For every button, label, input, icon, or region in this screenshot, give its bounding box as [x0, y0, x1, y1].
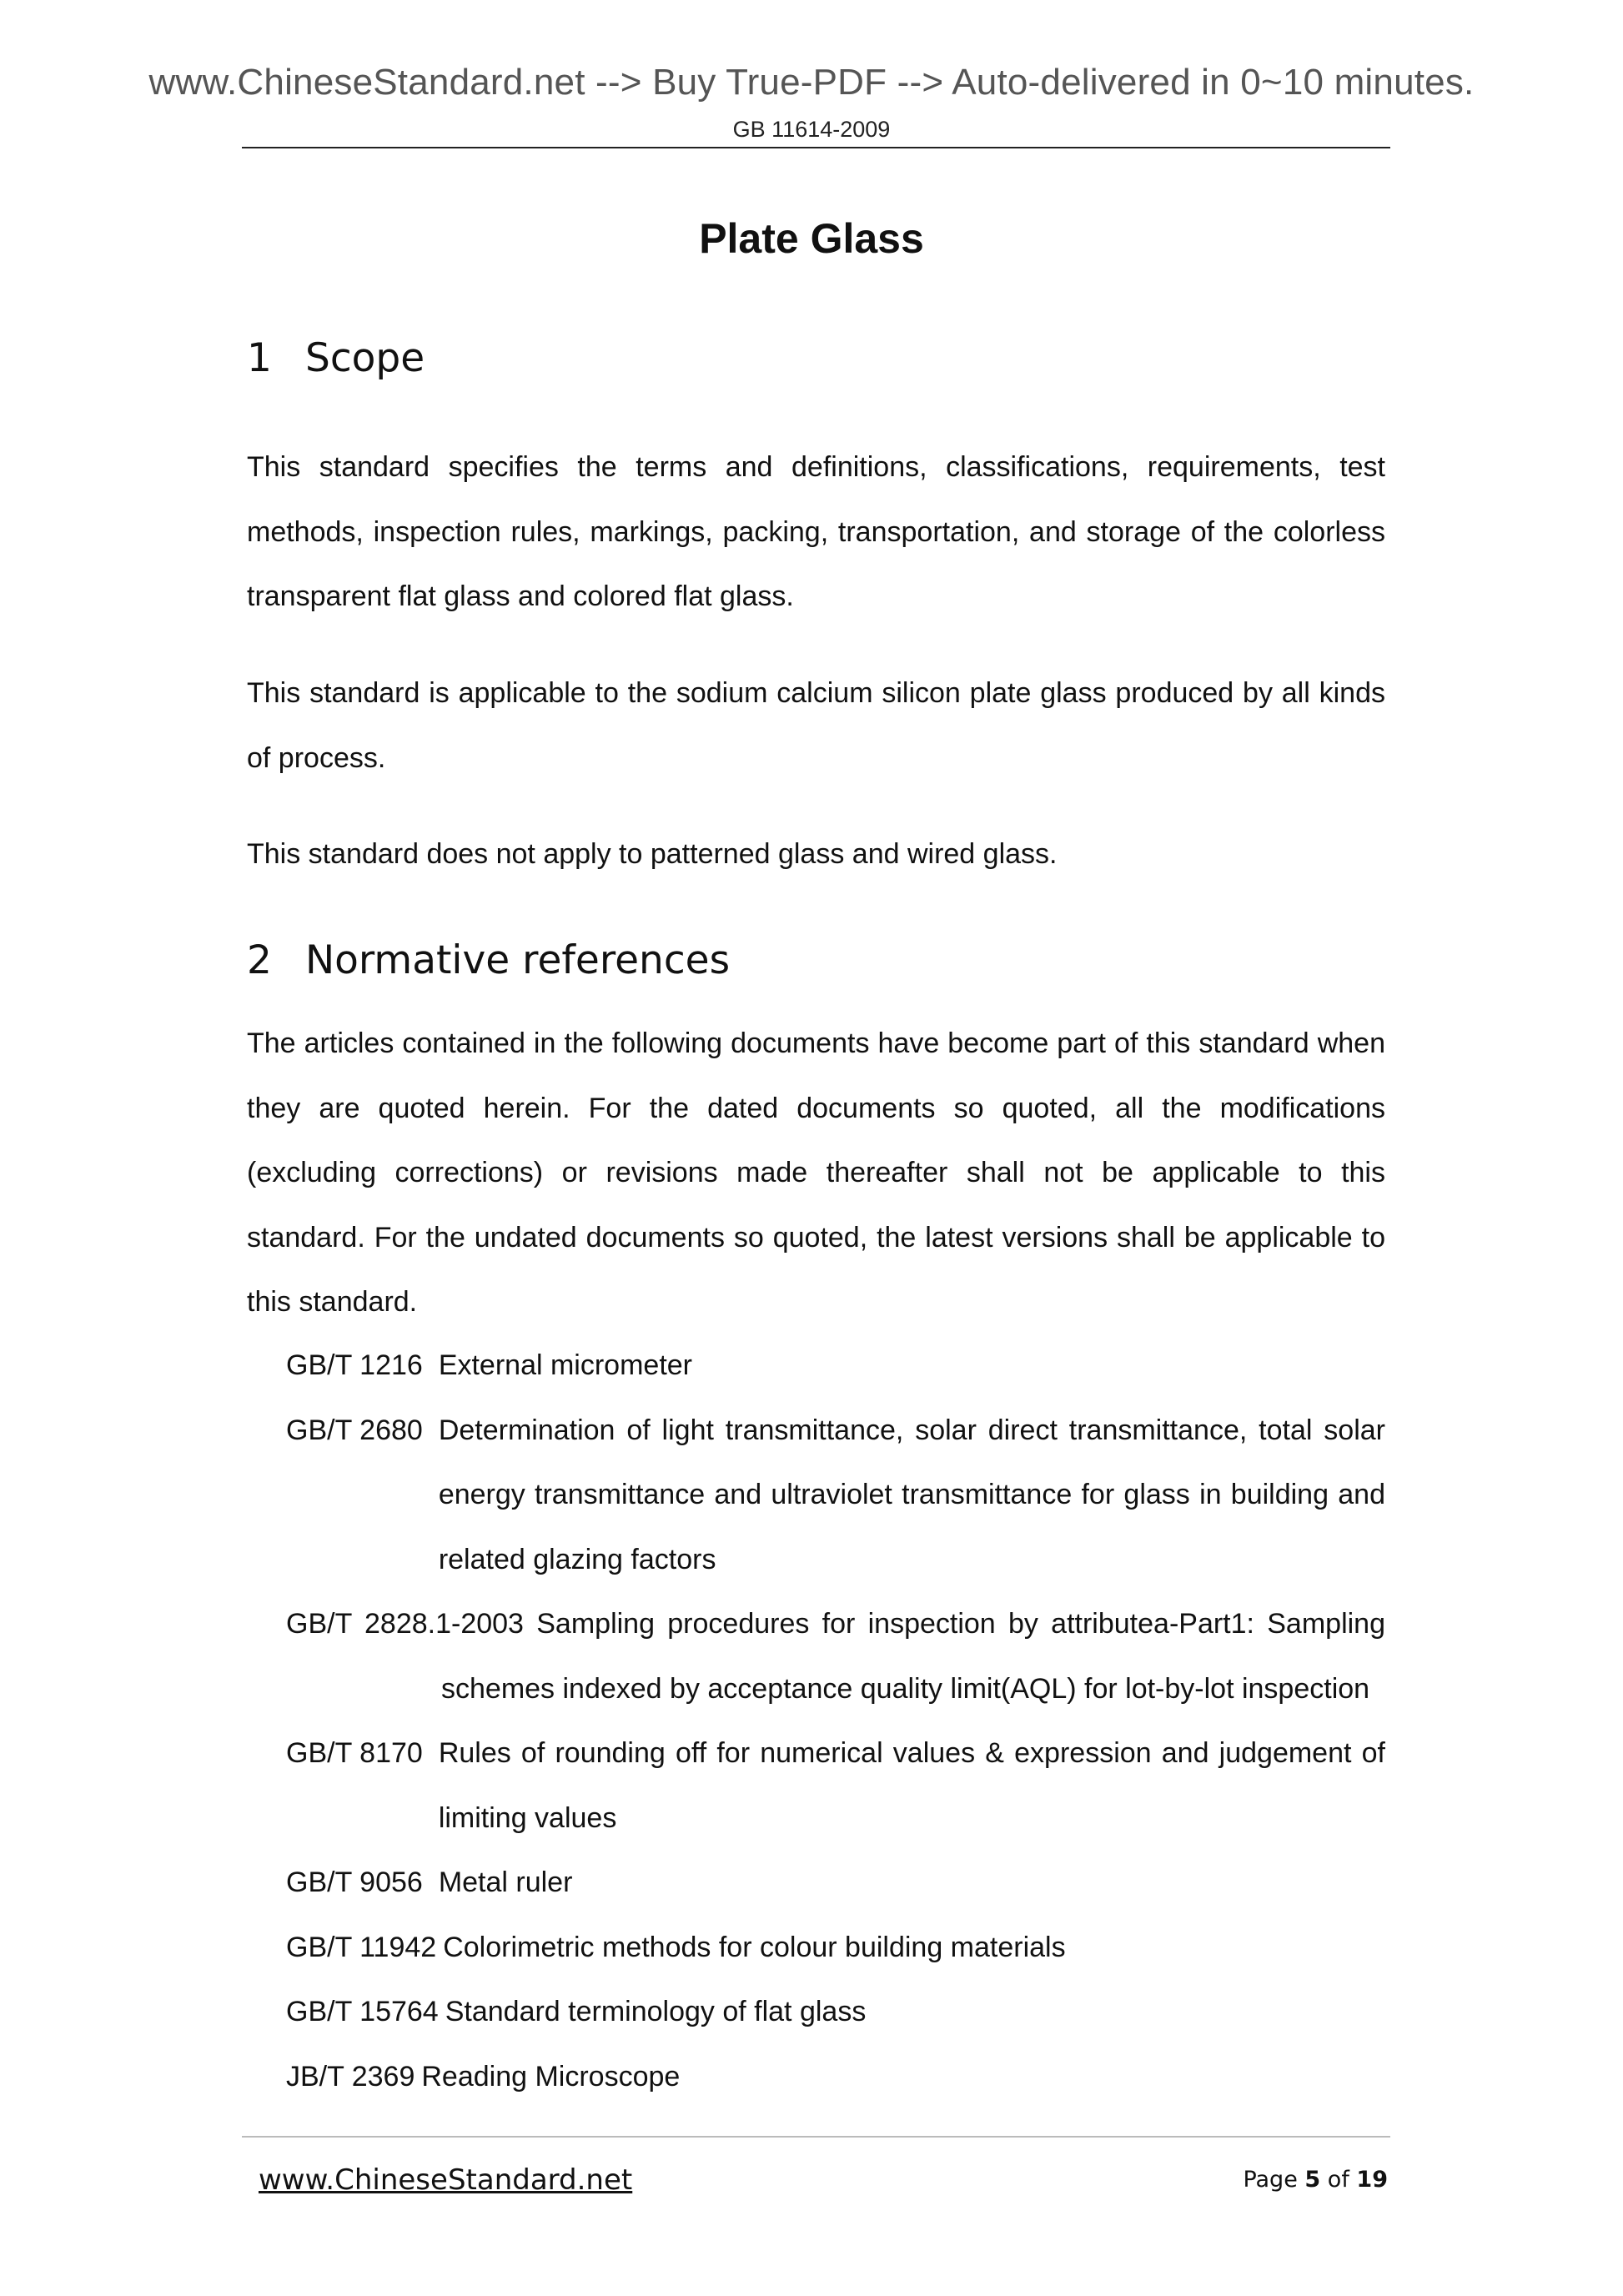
scope-paragraph-2: This standard is applicable to the sodium calcium silicon plate glass produced by all kinds of process.	[247, 677, 1385, 774]
reference-title-continuation: schemes indexed by acceptance quality limit(AQL) for lot-by-lot inspection	[441, 1672, 1370, 1705]
reference-title: Reading Microscope	[421, 2060, 681, 2093]
page-number	[1243, 2167, 1388, 2193]
reference-code: GB/T 11942	[286, 1931, 437, 1963]
reference-item	[286, 1721, 1385, 1851]
reference-code: GB/T 2828.1-2003	[286, 1608, 524, 1640]
section-heading-scope	[247, 335, 425, 381]
reference-list	[286, 1334, 1385, 2109]
reference-item	[286, 1916, 1385, 1981]
section-number: 2	[247, 937, 272, 983]
reference-item	[286, 1851, 1385, 1916]
download-banner: www.ChineseStandard.net --> Buy True-PDF --> Auto-delivered in 0~10 minutes.	[148, 62, 1475, 103]
reference-code: GB/T 8170	[286, 1737, 423, 1769]
reference-code: GB/T 9056	[286, 1866, 423, 1898]
reference-title: Rules of rounding off for numerical values & expression and judgement of limiting values	[438, 1737, 1385, 1834]
reference-code: GB/T 15764	[286, 1996, 439, 2027]
reference-title: Determination of light transmittance, solar direct transmittance, total solar energy transmittance and ultraviolet transmittance for glass in building and related glazing factors	[438, 1414, 1385, 1575]
document-title: Plate Glass	[699, 215, 924, 262]
standard-code-header: GB 11614-2009	[732, 117, 891, 142]
section-title: Scope	[305, 335, 425, 381]
page-label: Page	[1243, 2167, 1298, 2193]
reference-title: External micrometer	[438, 1349, 693, 1381]
reference-code: GB/T 2680	[286, 1414, 423, 1446]
reference-code: JB/T 2369	[286, 2060, 415, 2093]
reference-code: GB/T 1216	[286, 1349, 423, 1381]
reference-item	[286, 1334, 1385, 1399]
reference-item	[286, 1399, 1385, 1593]
section-title: Normative references	[305, 937, 731, 983]
footer-divider	[242, 2136, 1390, 2138]
reference-title: Colorimetric methods for colour building materials	[443, 1931, 1066, 1963]
reference-item	[286, 1980, 1385, 2045]
footer-website-link[interactable]: www.ChineseStandard.net	[259, 2163, 633, 2197]
page-current: 5	[1304, 2167, 1321, 2193]
page-total: 19	[1356, 2167, 1388, 2193]
header-divider	[242, 147, 1390, 148]
scope-paragraph-3: This standard does not apply to patterned glass and wired glass.	[247, 838, 1058, 870]
reference-title: Standard terminology of flat glass	[445, 1996, 867, 2027]
section-heading-normative-references	[247, 937, 730, 983]
reference-item	[286, 1592, 1385, 1721]
scope-paragraph-1: This standard specifies the terms and definitions, classifications, requirements, test methods, inspection rules, markings, packing, transportation, and storage of the colorless transparent flat glass and colored flat glass.	[247, 451, 1385, 612]
reference-title: Sampling procedures for inspection by attributea-Part1: Sampling	[536, 1608, 1385, 1640]
page-of: of	[1327, 2167, 1349, 2193]
reference-first-line	[286, 1592, 1385, 1657]
reference-item	[286, 2045, 1385, 2110]
section-number: 1	[247, 335, 272, 381]
reference-title: Metal ruler	[438, 1866, 573, 1898]
normative-references-paragraph: The articles contained in the following documents have become part of this standard when they are quoted herein. For the dated documents so quoted, all the modifications (excluding corrections) or revisions made thereafter shall not be applicable to this standard. For the undated documents so quoted, the latest versions shall be applicable to this standard.	[247, 1027, 1385, 1318]
